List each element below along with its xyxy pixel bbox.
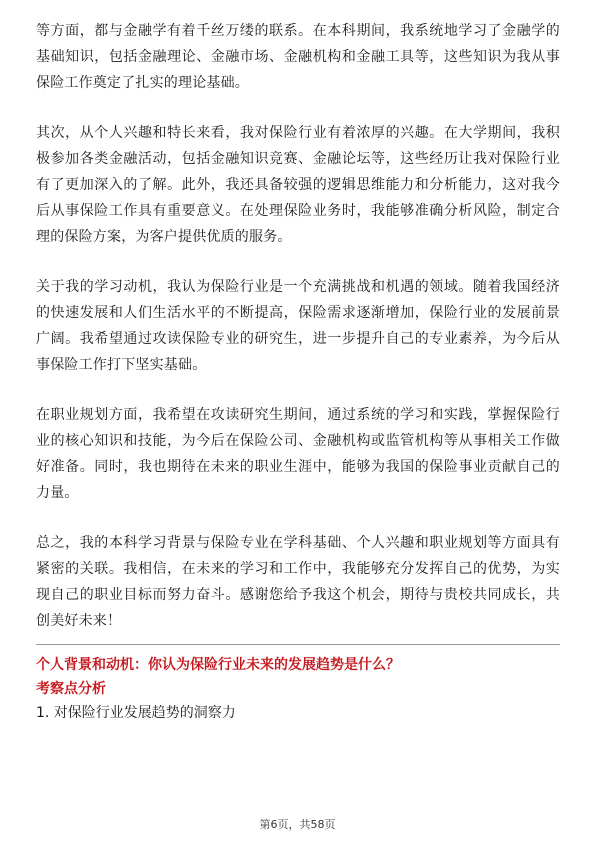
section-divider (36, 644, 560, 645)
paragraph-conclusion: 总之，我的本科学习背景与保险专业在学科基础、个人兴趣和职业规划等方面具有紧密的关联。我相信，在未来的学习和工作中，我能够充分发挥自己的优势，为实现自己的职业目标而努力奋斗。感谢您给予我这个机会，期待与贵校共同成长，共创美好未来！ (36, 535, 560, 629)
paragraph-motivation: 关于我的学习动机，我认为保险行业是一个充满挑战和机遇的领域。随着我国经济的快速发展和人们生活水平的不断提高，保险需求逐渐增加，保险行业的发展前景广阔。我希望通过攻读保险专业的研究生，进一步提升自己的专业素养，为今后从事保险工作打下坚实基础。 (36, 279, 560, 373)
page-number-footer: 第6页，共58页 (259, 818, 336, 831)
paragraph-interest: 其次，从个人兴趣和特长来看，我对保险行业有着浓厚的兴趣。在大学期间，我积极参加各类金融活动，包括金融知识竞赛、金融论坛等，这些经历让我对保险行业有了更加深入的了解。此外，我还具备较强的逻辑思维能力和分析能力，这对我今后从事保险工作具有重要意义。在处理保险业务时，我能够准确分析风险，制定合理的保险方案，为客户提供优质的服务。 (36, 125, 560, 245)
page-content (36, 18, 560, 725)
analysis-point: 1. 对保险行业发展趋势的洞察力 (36, 705, 236, 721)
paragraph-career-plan: 在职业规划方面，我希望在攻读研究生期间，通过系统的学习和实践，掌握保险行业的核心知识和技能，为今后在保险公司、金融机构或监管机构等从事相关工作做好准备。同时，我也期待在未来的职业生涯中，能够为我国的保险事业贡献自己的力量。 (36, 407, 560, 501)
analysis-heading: 考察点分析 (36, 681, 106, 697)
question-heading: 个人背景和动机：你认为保险行业未来的发展趋势是什么？ (36, 657, 400, 673)
paragraph-continuation: 等方面，都与金融学有着千丝万缕的联系。在本科期间，我系统地学习了金融学的基础知识，包括金融理论、金融市场、金融机构和金融工具等，这些知识为我从事保险工作奠定了扎实的理论基础。 (36, 23, 560, 91)
